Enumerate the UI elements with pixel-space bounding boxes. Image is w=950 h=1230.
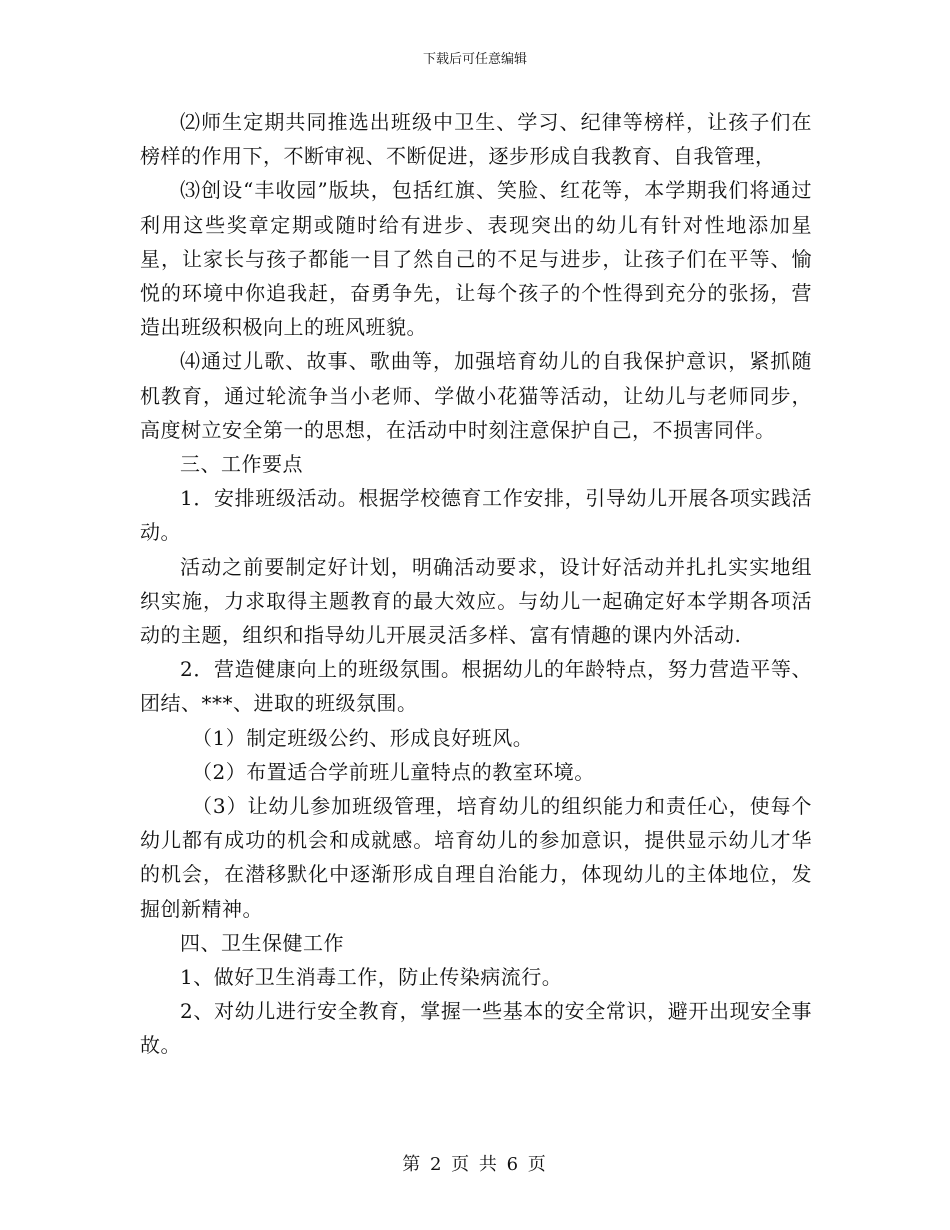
paragraph-example-4: ⑷通过儿歌、故事、歌曲等，加强培育幼儿的自我保护意识，紧抓随机教育，通过轮流争当小老师、学做小花猫等活动，让幼儿与老师同步，高度树立安全第一的思想，在活动中时刻注意保护自己，不损害同伴。 xyxy=(140,349,812,442)
page-footer: 第 2 页 共 6 页 xyxy=(402,1154,548,1175)
document-body xyxy=(140,105,812,1063)
paragraph-example-2: ⑵师生定期共同推选出班级中卫生、学习、纪律等榜样，让孩子们在榜样的作用下，不断审视、不断促进，逐步形成自我教育、自我管理， xyxy=(140,110,812,169)
paragraph-subitem-1: （1）制定班级公约、形成良好班风。 xyxy=(192,725,534,750)
paragraph-subitem-2: （2）布置适合学前班儿童特点的教室环境。 xyxy=(192,759,595,784)
paragraph-activity-plan: 活动之前要制定好计划，明确活动要求，设计好活动并扎扎实实地组织实施，力求取得主题教育的最大效应。与幼儿一起确定好本学期各项活动的主题，组织和指导幼儿开展灵活多样、富有情趣的课内外活动. xyxy=(140,554,812,648)
paragraph-item-1: 1．安排班级活动。根据学校德育工作安排，引导幼儿开展各项实践活动。 xyxy=(140,486,812,545)
page-header: 下载后可任意编辑 xyxy=(422,52,527,67)
section-heading-4: 四、卫生保健工作 xyxy=(180,930,344,955)
section-heading-3: 三、工作要点 xyxy=(180,452,303,477)
paragraph-item-2: 2．营造健康向上的班级氛围。根据幼儿的年龄特点，努力营造平等、团结、***、进取的班级氛围。 xyxy=(140,657,812,716)
paragraph-health-2: 2、对幼儿进行安全教育，掌握一些基本的安全常识，避开出现安全事故。 xyxy=(140,999,812,1058)
paragraph-subitem-3: （3）让幼儿参加班级管理，培育幼儿的组织能力和责任心，使每个幼儿都有成功的机会和成就感。培育幼儿的参加意识，提供显示幼儿才华的机会，在潜移默化中逐渐形成自理自治能力，体现幼儿的主体地位，发掘创新精神。 xyxy=(140,794,812,921)
paragraph-example-3: ⑶创设“丰收园”版块，包括红旗、笑脸、红花等，本学期我们将通过利用这些奖章定期或随时给有进步、表现突出的幼儿有针对性地添加星星，让家长与孩子都能一目了然自己的不足与进步，让孩子们在平等、愉悦的环境中你追我赶，奋勇争先，让每个孩子的个性得到充分的张扬，营造出班级积极向上的班风班貌。 xyxy=(140,178,812,340)
paragraph-health-1: 1、做好卫生消毒工作，防止传染病流行。 xyxy=(180,965,563,990)
